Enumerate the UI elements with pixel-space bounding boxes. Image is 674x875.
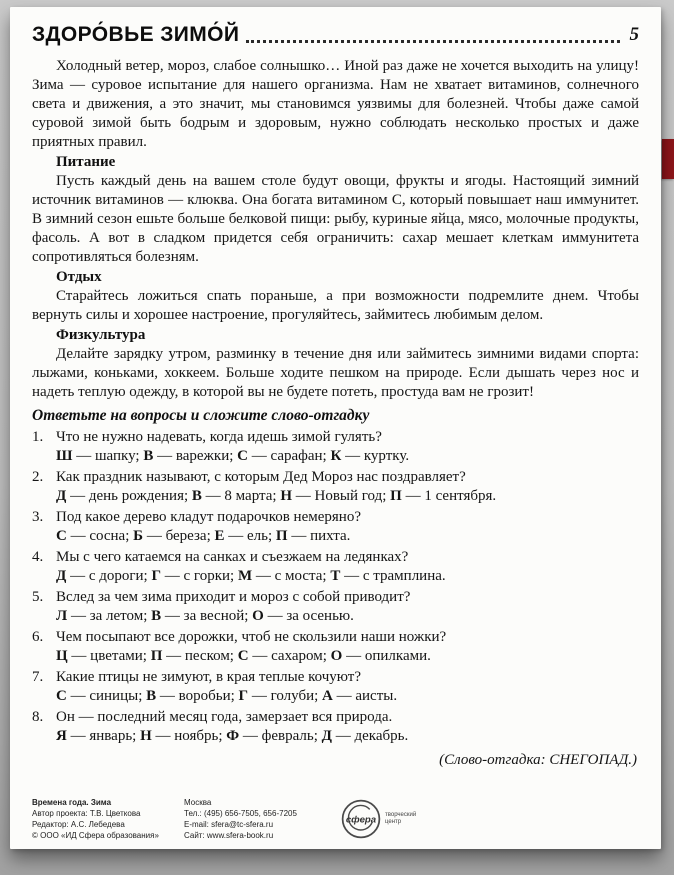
red-bookmark-tab (662, 139, 674, 179)
intro-paragraph: Холодный ветер, мороз, слабое солнышко… Иной раз даже не хочется выходить на улицу! Зима — суровое испытание для нашего организма. Нам не хватает витаминов, солнечного света и движения, а это значит, мы становимся уязвимы для болезней. Чтобы даже самой суровой зимой быть бодрым и здоровым, нужно соблюдать несколько простых и даже приятных правил. (32, 58, 639, 150)
page-title: ЗДОРО́ВЬЕ ЗИМО́Й (32, 23, 240, 46)
footer-author: Автор проекта: Т.В. Цветкова (32, 809, 141, 818)
option-letter: Д (321, 728, 332, 744)
sfera-logo-tagline: творческий центр (385, 812, 417, 825)
question-number: 7. (32, 669, 44, 685)
question-options: С — синицы; В — воробьи; Г — голуби; А — аисты. (56, 688, 398, 704)
footer-copyright: © ООО «ИД Сфера образования» (32, 831, 159, 840)
option-letter: О (252, 608, 264, 624)
option-letter: О (330, 648, 343, 664)
option-letter: В (191, 488, 202, 504)
quiz-question (32, 708, 639, 746)
option-letter: С (237, 648, 249, 664)
option-letter: Д (56, 488, 67, 504)
question-text: Под какое дерево кладут подарочков немеряно? (56, 509, 361, 525)
footer-phone: Тел.: (495) 656-7505, 656-7205 (184, 809, 297, 818)
option-letter: Н (280, 488, 292, 504)
section-text-exercise: Делайте зарядку утром, разминку в течение дня или займитесь зимними видами спорта: лыжами, коньками, хоккеем. Больше ходите пешком на природе. Если дышать через нос и надеть теплую одежду, в которой вы не будете потеть, простуда вам не грозит! (32, 346, 639, 400)
quiz-question (32, 428, 639, 466)
option-letter: С (237, 448, 248, 464)
question-text: Что не нужно надевать, когда идешь зимой гулять? (56, 429, 382, 445)
option-letter: Б (133, 528, 144, 544)
option-letter: П (275, 528, 288, 544)
option-letter: С (56, 688, 67, 704)
dotted-leader (246, 40, 619, 43)
quiz-answer: (Слово-отгадка: СНЕГОПАД.) (439, 752, 637, 768)
sfera-logo (340, 798, 421, 840)
option-letter: М (237, 568, 253, 584)
page-number: 5 (629, 24, 639, 45)
option-letter: А (322, 688, 333, 704)
option-letter: Н (140, 728, 152, 744)
section-text-rest: Старайтесь ложиться спать пораньше, а при возможности подремлите днем. Чтобы вернуть силы и хорошее настроение, прогуляйтесь, займитесь любимым делом. (32, 288, 639, 323)
option-letter: В (143, 448, 154, 464)
section-heading-nutrition: Питание (56, 154, 116, 170)
question-number: 8. (32, 709, 44, 725)
footer-email: E-mail: sfera@tc-sfera.ru (184, 820, 274, 829)
footer-contact-info (184, 798, 322, 841)
option-letter: Т (330, 568, 341, 584)
question-text: Вслед за чем зима приходит и мороз с собой приводит? (56, 589, 411, 605)
option-letter: Д (56, 568, 67, 584)
question-options: Ш — шапку; В — варежки; С — сарафан; К — куртку. (56, 448, 410, 464)
footer-website: Сайт: www.sfera-book.ru (184, 831, 274, 840)
option-letter: В (151, 608, 162, 624)
question-text: Он — последний месяц года, замерзает вся природа. (56, 709, 393, 725)
question-number: 3. (32, 509, 44, 525)
quiz-question (32, 628, 639, 666)
sfera-logo-icon (340, 798, 382, 840)
option-letter: П (150, 648, 163, 664)
quiz-heading: Ответьте на вопросы и сложите слово-отгадку (32, 407, 370, 424)
question-number: 5. (32, 589, 44, 605)
option-letter: Ш (56, 448, 73, 464)
question-text: Какие птицы не зимуют, в края теплые кочуют? (56, 669, 362, 685)
question-number: 1. (32, 429, 44, 445)
footer-editor: Редактор: А.С. Лебедева (32, 820, 125, 829)
quiz-question (32, 668, 639, 706)
question-options: Д — день рождения; В — 8 марта; Н — Новый год; П — 1 сентября. (56, 488, 497, 504)
option-letter: С (56, 528, 67, 544)
question-number: 2. (32, 469, 44, 485)
question-number: 4. (32, 549, 44, 565)
question-text: Мы с чего катаемся на санках и съезжаем на ледянках? (56, 549, 409, 565)
section-text-nutrition: Пусть каждый день на вашем столе будут овощи, фрукты и ягоды. Настоящий зимний источник витаминов — клюква. Она богата витамином С, который повышает наш иммунитет. В зимний сезон ешьте больше белковой пищи: рыбу, куриные яйца, мясо, молочные продукты, фасоль. А вот в сладком придется себя ограничить: сахар мешает клеткам иммунитета сопротивляться болезням. (32, 173, 639, 265)
question-options: Л — за летом; В — за весной; О — за осенью. (56, 608, 354, 624)
footer-publication-info (32, 798, 184, 841)
option-letter: Я (56, 728, 67, 744)
footer (32, 790, 639, 841)
quiz-question (32, 468, 639, 506)
option-letter: Г (238, 688, 249, 704)
quiz-list (32, 428, 639, 748)
quiz-question (32, 508, 639, 546)
section-heading-rest: Отдых (56, 269, 102, 285)
section-heading-exercise: Физкультура (56, 327, 146, 343)
page-header (32, 23, 639, 47)
page (10, 7, 661, 849)
footer-series-title: Времена года. Зима (32, 798, 112, 807)
quiz-question (32, 548, 639, 586)
option-letter: К (330, 448, 342, 464)
option-letter: Ф (226, 728, 240, 744)
sfera-logo-text: сфера (345, 814, 377, 826)
option-letter: Ц (56, 648, 68, 664)
question-number: 6. (32, 629, 44, 645)
question-text: Чем посыпают все дорожки, чтоб не скользили наши ножки? (56, 629, 447, 645)
quiz-question (32, 588, 639, 626)
question-options: Я — январь; Н — ноябрь; Ф — февраль; Д — декабрь. (56, 728, 409, 744)
option-letter: П (390, 488, 402, 504)
question-options: Д — с дороги; Г — с горки; М — с моста; Т — с трамплина. (56, 568, 446, 584)
option-letter: В (146, 688, 157, 704)
question-options: С — сосна; Б — береза; Е — ель; П — пихта. (56, 528, 351, 544)
footer-city: Москва (184, 798, 212, 807)
option-letter: Е (214, 528, 225, 544)
option-letter: Г (151, 568, 162, 584)
question-text: Как праздник называют, с которым Дед Мороз нас поздравляет? (56, 469, 466, 485)
option-letter: Л (56, 608, 68, 624)
question-options: Ц — цветами; П — песком; С — сахаром; О — опилками. (56, 648, 431, 664)
